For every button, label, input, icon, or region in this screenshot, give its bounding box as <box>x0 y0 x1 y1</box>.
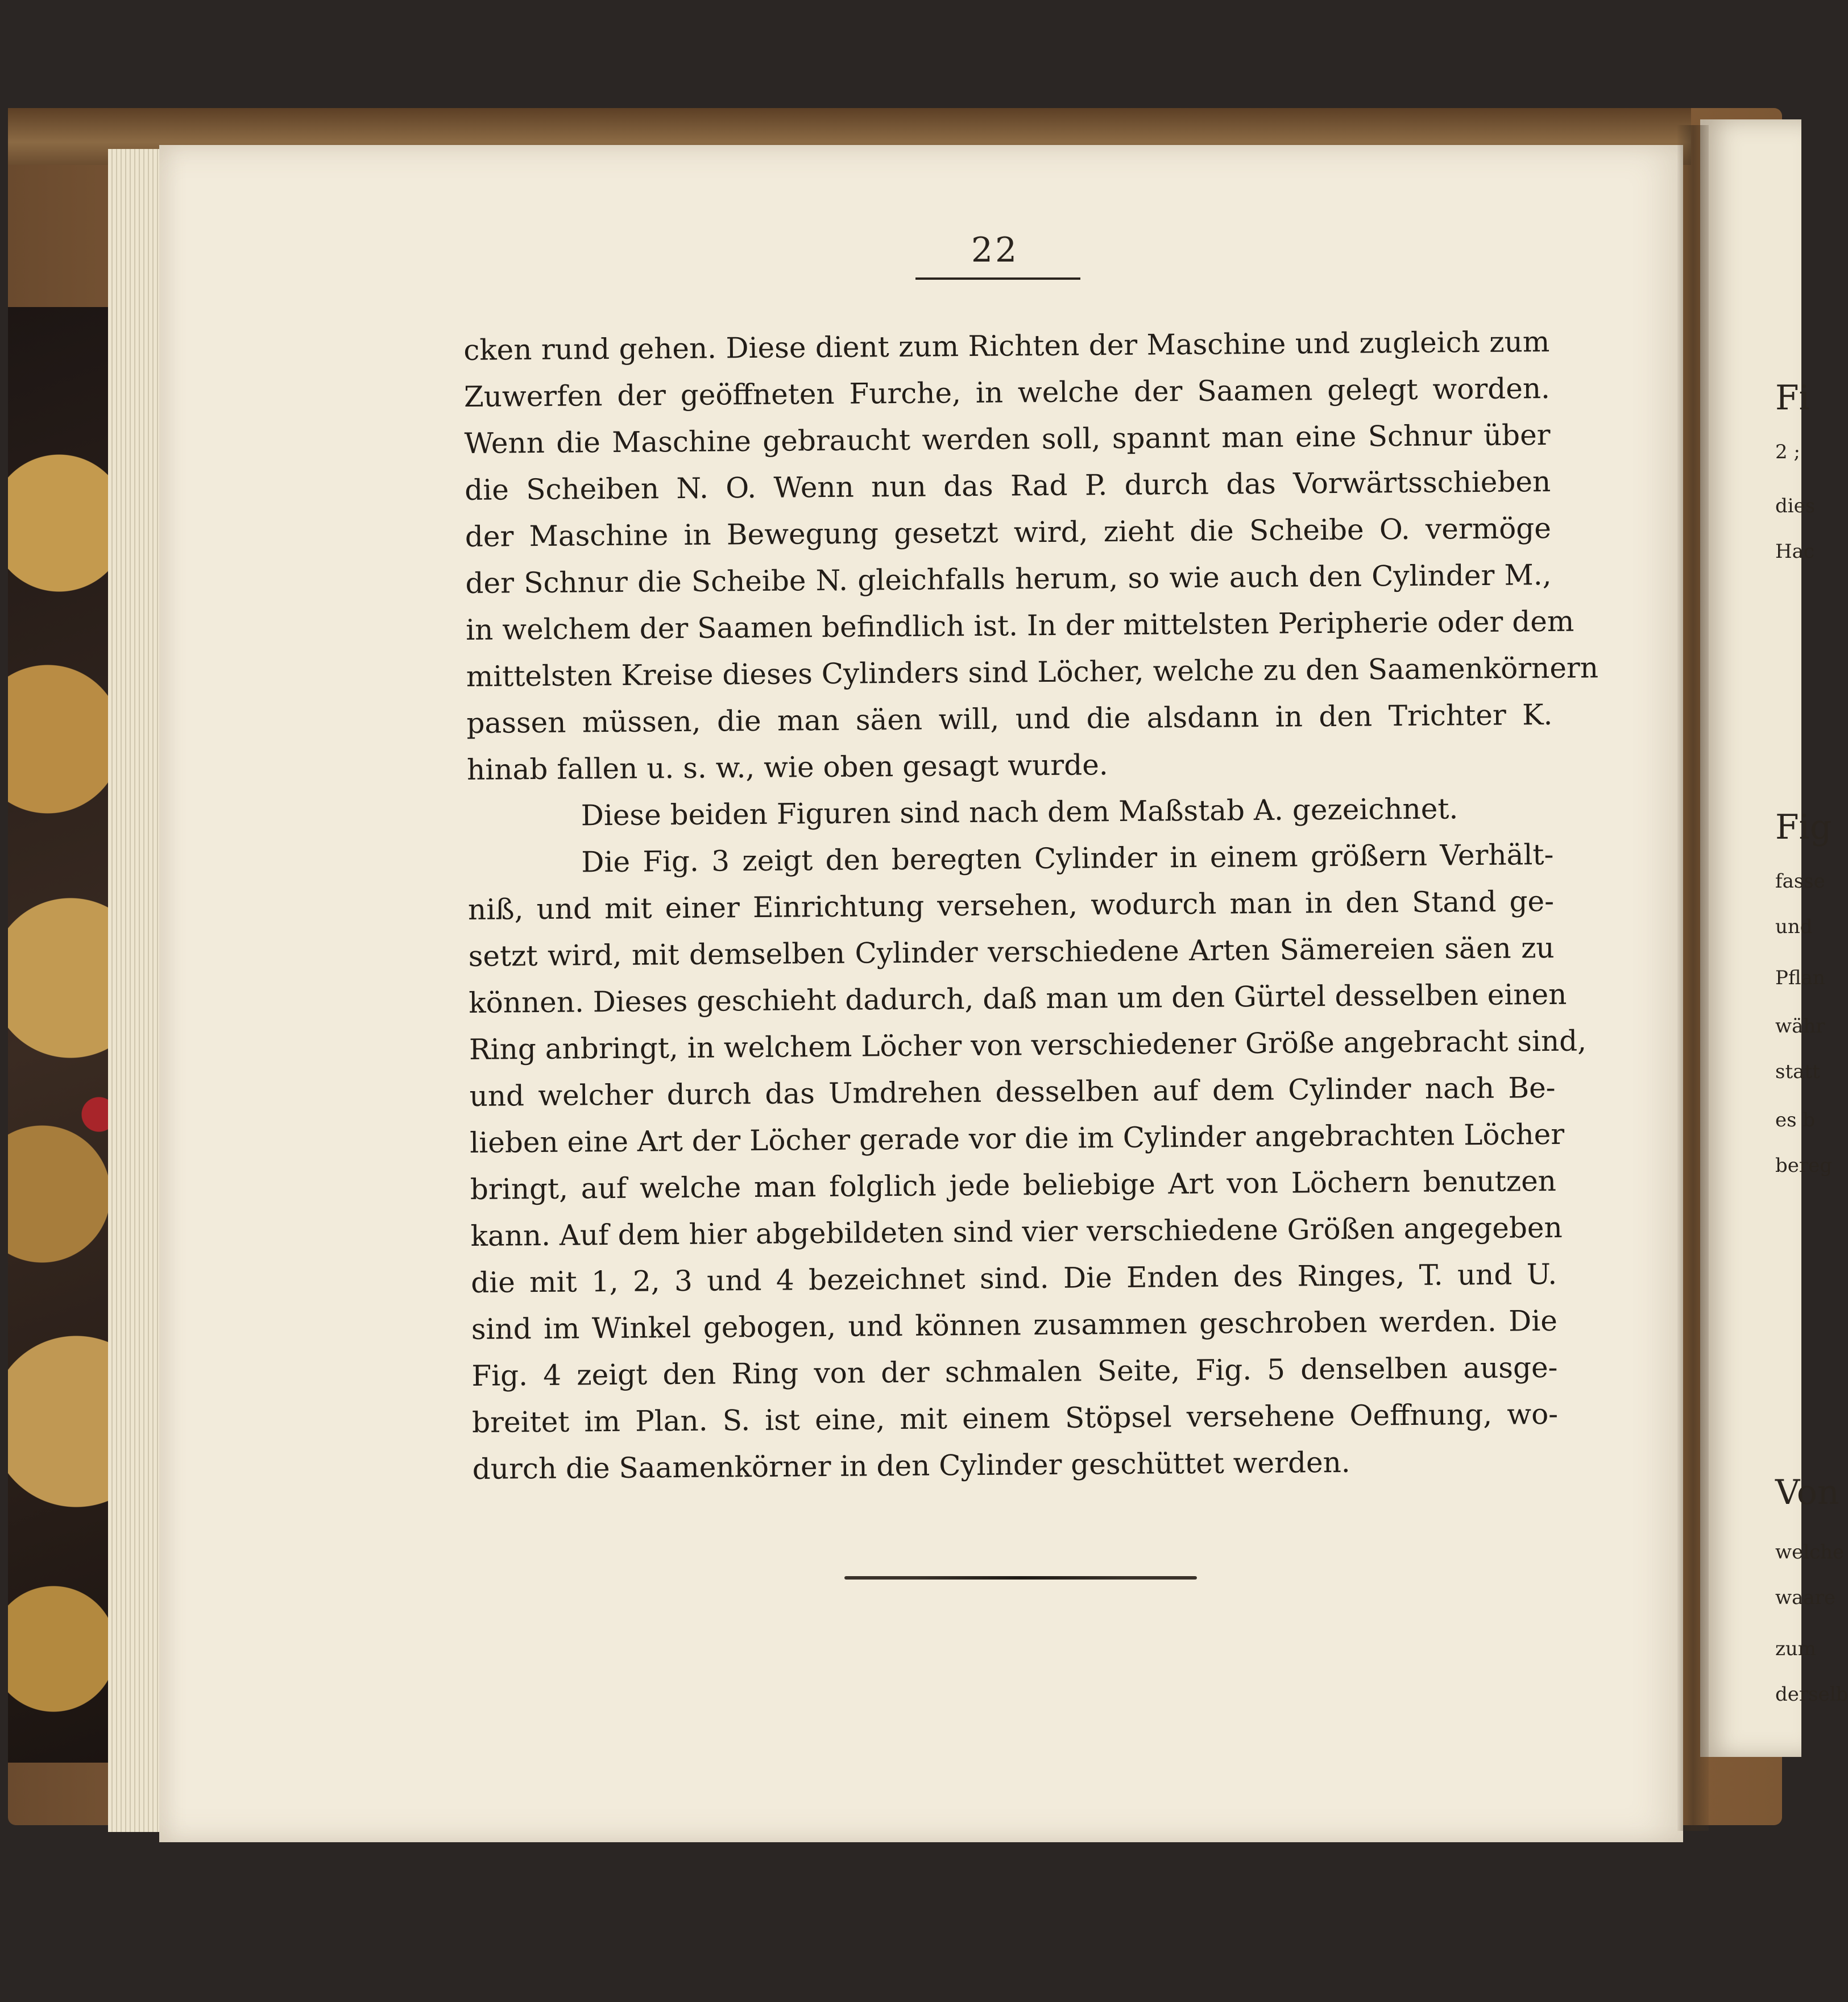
facing-page-fragment: Fig <box>1775 807 1832 847</box>
facing-page-fragment: es b <box>1775 1109 1816 1131</box>
text-line: Diese beiden Figuren sind nach dem Maßstab A. gezeichnet. <box>581 792 1458 832</box>
text-line: die mit 1, 2, 3 und 4 bezeichnet sind. Die Enden des Ringes, T. und U. <box>470 1257 1557 1299</box>
text-line: passen müssen, die man säen will, und die alsdann in den Trichter K. <box>466 698 1553 740</box>
text-line: kann. Auf dem hier abgebildeten sind vier verschiedene Größen angegeben <box>470 1211 1563 1253</box>
text-line: Zuwerfen der geöffneten Furche, in welche der Saamen gelegt worden. <box>463 371 1551 413</box>
facing-page-fragment: statt <box>1775 1060 1820 1083</box>
facing-page-fragment: und <box>1775 915 1813 938</box>
page-text <box>463 318 1599 1493</box>
facing-page-fragment: Fi <box>1775 378 1810 418</box>
text-line: bringt, auf welche man folglich jede beliebige Art von Löchern benutzen <box>470 1164 1557 1206</box>
facing-page-fragment: 2 ; <box>1775 441 1800 463</box>
facing-page-fragment: währ <box>1775 1015 1825 1038</box>
text-line: sind im Winkel gebogen, und können zusammen geschroben werden. Die <box>471 1304 1558 1346</box>
paragraph-1 <box>463 318 1599 793</box>
text-line: mittelsten Kreise dieses Cylinders sind Löcher, welche zu den Saamenkörnern <box>466 651 1599 693</box>
header-rule <box>915 277 1080 280</box>
text-line: cken rund gehen. Diese dient zum Richten der Maschine und zugleich zum <box>463 325 1550 367</box>
text-line: hinab fallen u. s. w., wie oben gesagt wurde. <box>466 748 1108 786</box>
text-line: der Schnur die Scheibe N. gleichfalls herum, so wie auch den Cylinder M., <box>465 558 1552 600</box>
facing-page-fragment: welche <box>1775 1541 1845 1564</box>
text-line: können. Dieses geschieht dadurch, daß man um den Gürtel desselben einen <box>469 977 1567 1019</box>
facing-page-fragment: bereg <box>1775 1154 1833 1177</box>
text-line: Wenn die Maschine gebraucht werden soll, spannt man eine Schnur über <box>464 418 1551 460</box>
paragraph-3 <box>467 831 1587 1493</box>
text-line: Die Fig. 3 zeigt den beregten Cylinder in einem größern Verhält- <box>581 838 1554 879</box>
facing-page-fragment: waare <box>1775 1586 1836 1609</box>
facing-page-fragment: zum <box>1775 1638 1817 1660</box>
text-line: niß, und mit einer Einrichtung versehen, wodurch man in den Stand ge- <box>467 884 1555 926</box>
facing-page-fragment: fasse <box>1775 870 1825 893</box>
text-line: durch die Saamenkörner in den Cylinder geschüttet werden. <box>472 1445 1350 1486</box>
paragraph-2 <box>467 785 1553 840</box>
text-line: Fig. 4 zeigt den Ring von der schmalen Seite, Fig. 5 denselben ausge- <box>471 1350 1558 1392</box>
page-number: 22 <box>971 230 1020 270</box>
facing-page-fragment: dies <box>1775 495 1816 517</box>
text-line: Ring anbringt, in welchem Löcher von verschiedener Größe angebracht sind, <box>469 1024 1587 1066</box>
end-ornament-rule <box>844 1576 1197 1580</box>
facing-page-fragment: derselb <box>1775 1683 1848 1706</box>
text-line: setzt wird, mit demselben Cylinder verschiedene Arten Sämereien säen zu <box>468 931 1555 973</box>
facing-page-fragment: Pflan <box>1775 967 1825 989</box>
text-line: die Scheiben N. O. Wenn nun das Rad P. durch das Vorwärtsschieben <box>465 465 1551 507</box>
text-line: breitet im Plan. S. ist eine, mit einem Stöpsel versehene Oeffnung, wo- <box>471 1397 1559 1439</box>
facing-page-fragment: Von <box>1775 1473 1839 1512</box>
text-line: und welcher durch das Umdrehen desselben auf dem Cylinder nach Be- <box>469 1071 1556 1113</box>
text-line: lieben eine Art der Löcher gerade vor die im Cylinder angebrachten Löcher <box>470 1117 1565 1159</box>
text-line: der Maschine in Bewegung gesetzt wird, zieht die Scheibe O. vermöge <box>465 511 1552 553</box>
page-gutter-shadow <box>1677 125 1709 1831</box>
text-line: in welchem der Saamen befindlich ist. In der mittelsten Peripherie oder dem <box>465 604 1574 646</box>
facing-page-fragment: Hac <box>1775 540 1814 563</box>
